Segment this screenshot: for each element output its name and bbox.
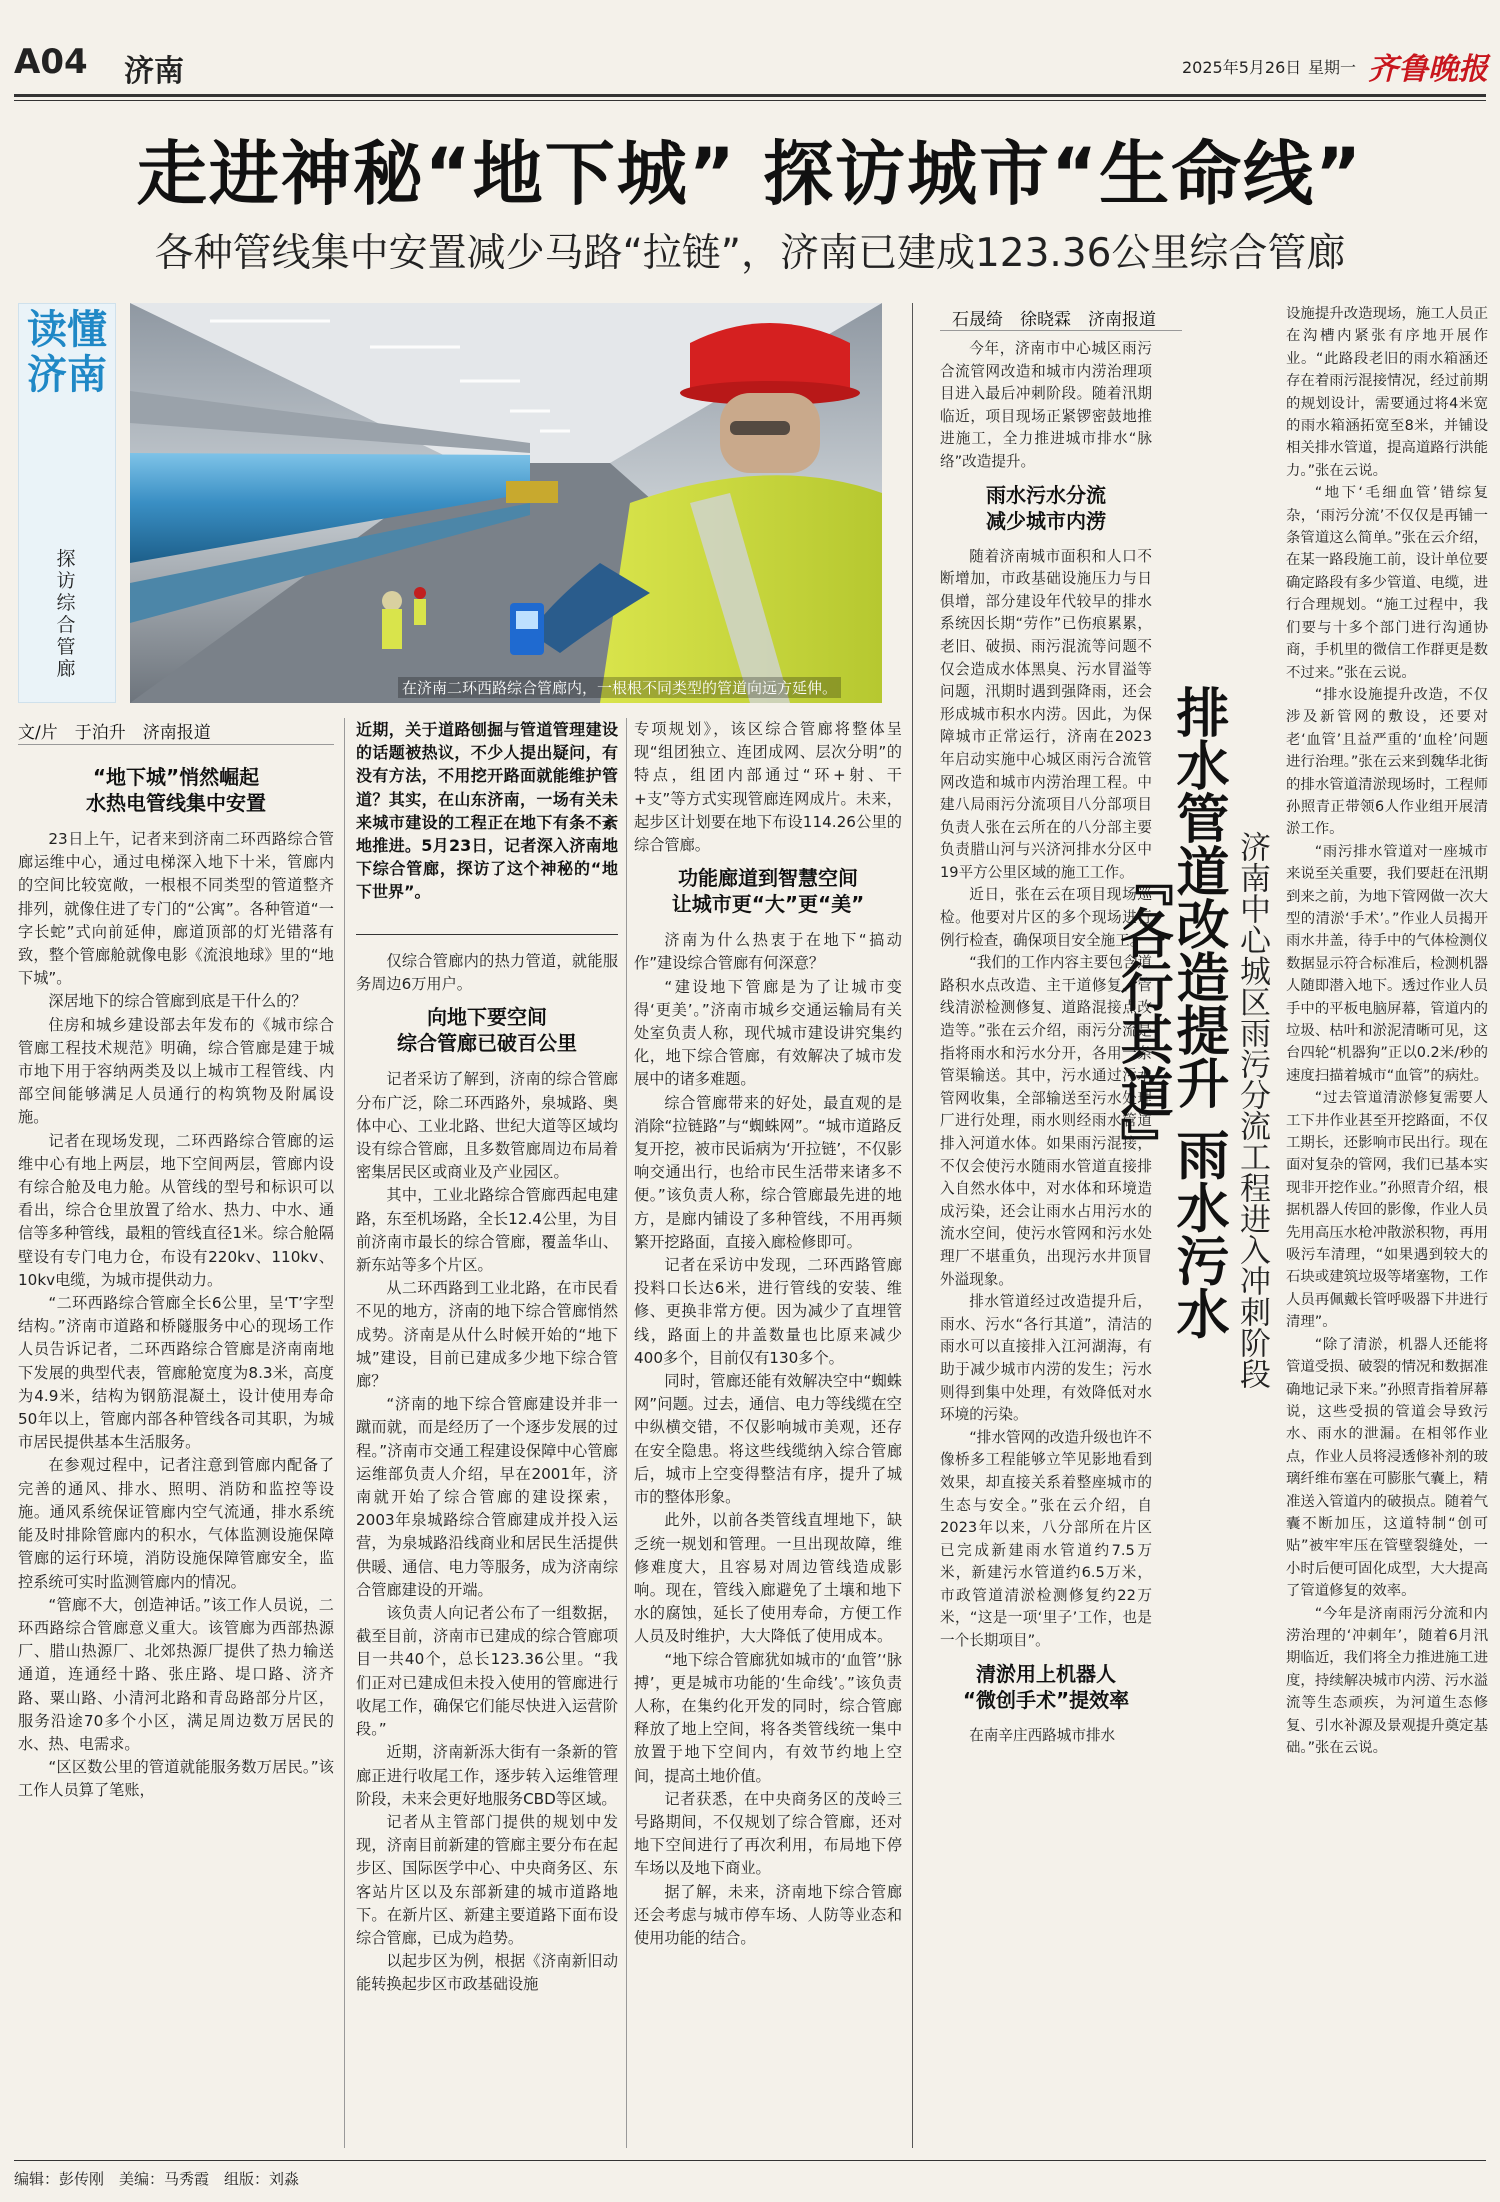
paragraph: “二环西路综合管廊全长6公里，呈‘T’字型结构。”济南市道路和桥隧服务中心的现场工作人员告诉记者，二环西路综合管廊是济南南地下发展的典型代表，管廊舱宽度为8.3米，高度为4.9米，结构为钢筋混凝土，设计使用寿命50年以上，管廊内部各种管线各司其职，为城市居民提供基本生活服务。 bbox=[18, 1294, 334, 1452]
article2-byline: 石晟绮 徐晓霖 济南报道 bbox=[952, 310, 1156, 330]
paragraph: 此外，以前各类管线直埋地下，缺乏统一规划和管理。一旦出现故障，维修难度大，且容易对周边管线造成影响。现在，管线入廊避免了土壤和地下水的腐蚀，延长了使用寿命，方便工作人员及时维护，大大降低了使用成本。 bbox=[634, 1511, 902, 1646]
paragraph: “我们的工作内容主要包含道路积水点改造、主干道修复、管线清淤检测修复、道路混接点改造等。”张在云介绍，雨污分流是指将雨水和污水分开，各用一条管渠输送。其中，污水通过污水管网收集，全部输送至污水处理厂进行处理，雨水则经雨水管道排入河道水体。如果雨污混接，不仅会使污水随雨水管道直接排入自然水体中，对水体和环境造成污染，还会让雨水占用污水的流水空间，使污水管网和污水处理厂不堪重负，出现污水井顶冒外溢现象。 bbox=[940, 954, 1152, 1288]
paragraph: 记者获悉，在中央商务区的茂岭三号路期间，不仅规划了综合管廊，还对地下空间进行了再次利用，布局地下停车场以及地下商业。 bbox=[634, 1789, 902, 1878]
paragraph: 济南为什么热衷于在地下“搞动作”建设综合管廊有何深意？ bbox=[634, 931, 902, 973]
paragraph: 专项规划》，该区综合管廊将整体呈现“组团独立、连团成网、层次分明”的特点，组团内部通过“环+射、干+支”等方式实现管廊连网成片。未来，起步区计划要在地下布设114.26公里的综合管廊。 bbox=[634, 720, 902, 855]
main-headline: 走进神秘“地下城” 探访城市“生命线” bbox=[136, 133, 1364, 215]
paragraph: 以起步区为例，根据《济南新旧动能转换起步区市政基础设施 bbox=[356, 1952, 618, 1994]
paragraph: 排水管道经过改造提升后，雨水、污水“各行其道”，清洁的雨水可以直接排入江河湖海，有助于减少城市内涝的发生；污水则得到集中处理，有效降低对水环境的污染。 bbox=[940, 1293, 1152, 1424]
article-body bbox=[356, 950, 618, 2148]
masthead-rule bbox=[14, 94, 1486, 97]
article1-column-2 bbox=[356, 950, 618, 2148]
newspaper-logo: 齐鲁晚报 bbox=[1368, 52, 1488, 87]
masthead bbox=[0, 0, 1500, 116]
article2-column-1 bbox=[940, 338, 1152, 2148]
page-number: A04 bbox=[14, 42, 88, 82]
column-divider bbox=[626, 718, 627, 2148]
paragraph: 在南辛庄西路城市排水 bbox=[969, 1726, 1116, 1744]
tunnel-photo bbox=[130, 303, 882, 703]
article-body bbox=[18, 756, 334, 2148]
section-heading: “地下城”悄然崛起 水热电管线集中安置 bbox=[86, 765, 266, 815]
photo-caption: 在济南二环西路综合管廊内，一根根不同类型的管道向远方延伸。 bbox=[398, 677, 841, 698]
article-divider bbox=[912, 303, 913, 2148]
section-heading: 功能廊道到智慧空间 让城市更“大”更“美” bbox=[671, 866, 865, 917]
section-heading: 清淤用上机器人 “微创手术”提效率 bbox=[962, 1661, 1130, 1712]
paragraph: 记者在现场发现，二环西路综合管廊的运维中心有地上两层，地下空间两层，管廊内设有综合舱及电力舱。从管线的型号和标识可以看出，综合仓里放置了给水、热力、中水、通信等多种管线，最粗的管线直径1米。综合舱隔壁设有专门电力仓，布设有220kv、110kv、10kv电缆，为城市提供动力。 bbox=[18, 1131, 334, 1289]
section-heading: 向地下要空间 综合管廊已破百公里 bbox=[397, 1005, 577, 1056]
divider bbox=[18, 744, 334, 745]
paragraph: 记者在采访中发现，二环西路管廊投料口长达6米，进行管线的安装、维修、更换非常方便。因为减少了直埋管线，路面上的井盖数量也比原来减少400多个，目前仅有130多个。 bbox=[634, 1256, 902, 1367]
issue-date: 2025年5月26日 bbox=[1182, 58, 1302, 77]
paragraph: “排水管网的改造升级也许不像桥多工程能够立竿见影地看到效果，却直接关系着整座城市的生态与安全。”张在云介绍，自2023年以来，八分部所在片区已完成新建雨水管道约7.5万米，新建污水管道约6.5万米，市政管道清淤检测修复约22万米，“这是一项‘里子’工作，也是一个长期项目”。 bbox=[940, 1428, 1152, 1650]
paragraph: 同时，管廊还能有效解决空中“蜘蛛网”问题。过去，通信、电力等线缆在空中纵横交错，不仅影响城市美观，还存在安全隐患。将这些线缆纳入综合管廊后，城市上空变得整洁有序，提升了城市的整体形象。 bbox=[634, 1372, 902, 1507]
paragraph: “济南的地下综合管廊建设并非一蹴而就，而是经历了一个逐步发展的过程。”济南市交通工程建设保障中心管廊运维部负责人介绍，早在2001年，济南就开始了综合管廊的建设探索，2003年泉城路综合管廊建成并投入运营，为泉城路沿线商业和居民生活提供供暖、通信、电力等服务，成为济南综合管廊建设的开端。 bbox=[356, 1395, 618, 1599]
paragraph: “区区数公里的管道就能服务数万居民。”该工作人员算了笔账， bbox=[18, 1758, 334, 1800]
divider bbox=[940, 330, 1182, 331]
paragraph: 今年，济南市中心城区雨污合流管网改造和城市内涝治理项目进入最后冲刺阶段。随着汛期临近，项目现场正紧锣密鼓地推进施工，全力推进城市排水“脉络”改造提升。 bbox=[940, 340, 1152, 470]
paragraph: “地下‘毛细血管’错综复杂，‘雨污分流’不仅仅是再铺一条管道这么简单。”张在云介绍，在某一路段施工前，设计单位要确定路段有多少管道、电缆，进行合理规划。“施工过程中，我们要与十多个部门进行沟通协商，手机里的微信工作群更是数不过来。”张在云说。 bbox=[1286, 485, 1488, 681]
paragraph: 设施提升改造现场，施工人员正在沟槽内紧张有序地开展作业。“此路段老旧的雨水箱涵还存在着雨污混接情况，经过前期的规划设计，需要通过将4米宽的雨水箱涵拓宽至8米，并铺设相关排水管道，提高道路行洪能力。”张在云说。 bbox=[1286, 306, 1488, 479]
article1-column-1 bbox=[18, 756, 334, 2148]
paragraph: “管廊不大，创造神话。”该工作人员说，二环西路综合管廊意义重大。该管廊为西部热源厂、腊山热源厂、北郊热源厂提供了热力输送通道，连通经十路、张庄路、堤口路、济齐路、粟山路、小清河北路和青岛路部分片区，服务沿途70多个小区，满足周边数万居民的水、热、电需求。 bbox=[18, 1595, 334, 1753]
paragraph: 近日，张在云在项目现场巡检。他要对片区的多个现场进行例行检查，确保项目安全施工。 bbox=[940, 886, 1152, 949]
paragraph: 深居地下的综合管廊到底是干什么的？ bbox=[48, 992, 307, 1011]
paragraph: “雨污排水管道对一座城市来说至关重要，我们要赶在汛期到来之前，为地下管网做一次大型的清淤‘手术’。”作业人员揭开雨水井盖，待手中的气体检测仪数据显示符合标准后，检测机器人随即潜入地下。透过作业人员手中的平板电脑屏幕，管道内的垃圾、枯叶和淤泥清晰可见，这台四轮“机器狗”正以0.2米/秒的速度扫描着城市“血管”的病灶。 bbox=[1286, 843, 1488, 1084]
paragraph: 23日上午，记者来到济南二环西路综合管廊运维中心，通过电梯深入地下十米，管廊内的空间比较宽敞，一根根不同类型的管道整齐排列，就像住进了专门的“公寓”。各种管道“一字长蛇”式向前延伸，廊道顶部的灯光错落有致，整个管廊舱就像电影《流浪地球》里的“地下城”。 bbox=[18, 830, 334, 988]
paragraph: “地下综合管廊犹如城市的‘血管’‘脉搏’，更是城市功能的‘生命线’。”该负责人称，在集约化开发的同时，综合管廊释放了地上空间，将各类管线统一集中放置于地下空间内，有效节约地上空间，提高土地价值。 bbox=[634, 1650, 902, 1785]
article-body bbox=[940, 338, 1152, 2148]
main-subheadline: 各种管线集中安置减少马路“拉链”，济南已建成123.36公里综合管廊 bbox=[154, 231, 1346, 276]
paragraph: “今年是济南雨污分流和内涝治理的‘冲刺年’，随着6月汛期临近，我们将全力推进施工进度，持续解决城市内涝、污水溢流等生态顽疾，为河道生态修复、引水补源及景观提升奠定基础。”张在云说。 bbox=[1286, 1605, 1488, 1756]
paragraph: 据了解，未来，济南地下综合管廊还会考虑与城市停车场、人防等业态和使用功能的结合。 bbox=[634, 1882, 902, 1947]
page-footer: 编辑：彭传刚 美编：马秀霞 组版：刘淼 bbox=[14, 2170, 300, 2188]
article2-column-2 bbox=[1286, 303, 1488, 2148]
tunnel-photo-illustration bbox=[130, 303, 882, 703]
divider bbox=[356, 934, 618, 935]
paragraph: 记者从主管部门提供的规划中发现，济南目前新建的管廊主要分布在起步区、国际医学中心、中央商务区、东客站片区以及东部新建的城市道路地下。在新片区、新建主要道路下面布设综合管廊，已成为趋势。 bbox=[356, 1812, 618, 1947]
article2-subtitle: 济南中心城区雨污分流工程进入冲刺阶段 bbox=[1234, 831, 1270, 1389]
article1-column-3 bbox=[634, 718, 902, 2148]
paragraph: 其中，工业北路综合管廊西起电建路，东至机场路，全长12.4公里，为目前济南市最长的综合管廊，覆盖华山、新东站等多个片区。 bbox=[356, 1186, 618, 1275]
issue-weekday: 星期一 bbox=[1308, 58, 1357, 77]
article-body bbox=[634, 718, 902, 2148]
section-name: 济南 bbox=[124, 54, 184, 89]
article-body bbox=[1286, 303, 1488, 2148]
masthead-rule-thin bbox=[14, 100, 1486, 101]
paragraph: “建设地下管廊是为了让城市变得‘更美’。”济南市城乡交通运输局有关处室负责人称，现代城市建设讲究集约化，地下综合管廊，有效解决了城市发展中的诸多难题。 bbox=[634, 977, 902, 1089]
paragraph: “除了清淤，机器人还能将管道受损、破裂的情况和数据准确地记录下来。”孙照青指着屏幕说，这些受损的管道会导致污水、雨水的泄漏。在相邻作业点，作业人员将浸透修补剂的玻璃纤维布塞在可膨胀气囊上，精准送入管道内的破损点。随着气囊不断加压，这道特制“创可贴”被牢牢压在管壁裂缝处，一小时后便可固化成型，大大提高了管道修复的效率。 bbox=[1286, 1336, 1488, 1600]
paragraph: 近期，济南新泺大街有一条新的管廊正进行收尾工作，逐步转入运维管理阶段，未来会更好地服务CBD等区域。 bbox=[356, 1743, 618, 1808]
paragraph: 记者采访了解到，济南的综合管廊分布广泛，除二环西路外，泉城路、奥体中心、工业北路、世纪大道等区域均设有综合管廊，且多数管廊周边布局着密集居民区或商业及产业园区。 bbox=[356, 1070, 618, 1182]
column-badge-title: 读懂济南 bbox=[27, 307, 107, 398]
column-divider bbox=[344, 718, 345, 2148]
article1-byline: 文/片 于泊升 济南报道 bbox=[18, 723, 211, 743]
footer-rule bbox=[14, 2160, 1486, 2161]
paragraph: 仅综合管廊内的热力管道，就能服务周边6万用户。 bbox=[356, 952, 618, 994]
article2-title: 排水管道改造提升 雨水污水『各行其道』 bbox=[1112, 684, 1229, 1340]
paragraph: 综合管廊带来的好处，最直观的是消除“拉链路”与“蜘蛛网”。“城市道路反复开挖，被市民诟病为‘开拉链’，不仅影响交通出行，也给市民生活带来诸多不便。”该负责人称，综合管廊最先进的地方，是廊内铺设了多种管线，不用再频繁开挖路面，直接入廊检修即可。 bbox=[634, 1093, 902, 1251]
paragraph: “过去管道清淤修复需要人工下井作业甚至开挖路面，不仅工期长，还影响市民出行。现在面对复杂的管网，我们已基本实现非开挖作业。”孙照青介绍，根据机器人传回的影像，作业人员先用高压水枪冲散淤积物，再用吸污车清理，“如果遇到较大的石块或建筑垃圾等堵塞物，工作人员再佩戴长管呼吸器下井进行清理”。 bbox=[1286, 1090, 1488, 1331]
section-heading: 雨水污水分流 减少城市内涝 bbox=[986, 482, 1106, 533]
paragraph: 该负责人向记者公布了一组数据，截至目前，济南市已建成的综合管廊项目一共40个，总长123.36公里。“我们正对已建成但未投入使用的管廊进行收尾工作，确保它们能尽快进入运营阶段。” bbox=[356, 1604, 618, 1739]
paragraph: 住房和城乡建设部去年发布的《城市综合管廊工程技术规范》明确，综合管廊是建于城市地下用于容纳两类及以上城市工程管线、内部空间能够满足人员通行的构筑物及附属设施。 bbox=[18, 1015, 334, 1127]
column-badge-subtitle: 探访综合管廊 bbox=[56, 548, 76, 680]
paragraph: 随着济南城市面积和人口不断增加，市政基础设施压力与日俱增，部分建设年代较早的排水系统因长期“劳作”已伤痕累累，老旧、破损、雨污混流等问题不仅会造成水体黑臭、污水冒溢等问题，汛期时遇到强降雨，还会形成城市积水内涝。因此，为保障城市正常运行，济南在2023年启动实施中心城区雨污合流管网改造和城市内涝治理工程。中建八局雨污分流项目八分部项目负责人张在云所在的八分部主要负责腊山河与兴济河排水分区中19平方公里区域的施工工作。 bbox=[940, 547, 1152, 881]
article1-intro: 近期，关于道路刨掘与管道管理建设的话题被热议，不少人提出疑问，有没有方法，不用挖开路面就能维护管道？其实，在山东济南，一场有关未来城市建设的工程正在地下有条不紊地推进。5月23日，记者深入济南地下综合管廊，探访了这个神秘的“地下世界”。 bbox=[356, 720, 618, 902]
paragraph: “排水设施提升改造，不仅涉及新管网的敷设，还要对老‘血管’且益严重的‘血栓’问题进行治理。”张在云来到魏华北街的排水管道清淤现场时，工程师孙照青正带领6人作业组开展清淤工作。 bbox=[1286, 686, 1488, 838]
paragraph: 在参观过程中，记者注意到管廊内配备了完善的通风、排水、照明、消防和监控等设施。通风系统保证管廊内空气流通，排水系统能及时排除管廊内的积水，气体监测设施保障管廊的运行环境，消防设施保障管廊安全，监控系统可实时监测管廊内的情况。 bbox=[18, 1456, 334, 1591]
paragraph: 从二环西路到工业北路，在市民看不见的地方，济南的地下综合管廊悄然成势。济南是从什么时候开始的“地下城”建设，目前已建成多少地下综合管廊？ bbox=[356, 1279, 618, 1391]
